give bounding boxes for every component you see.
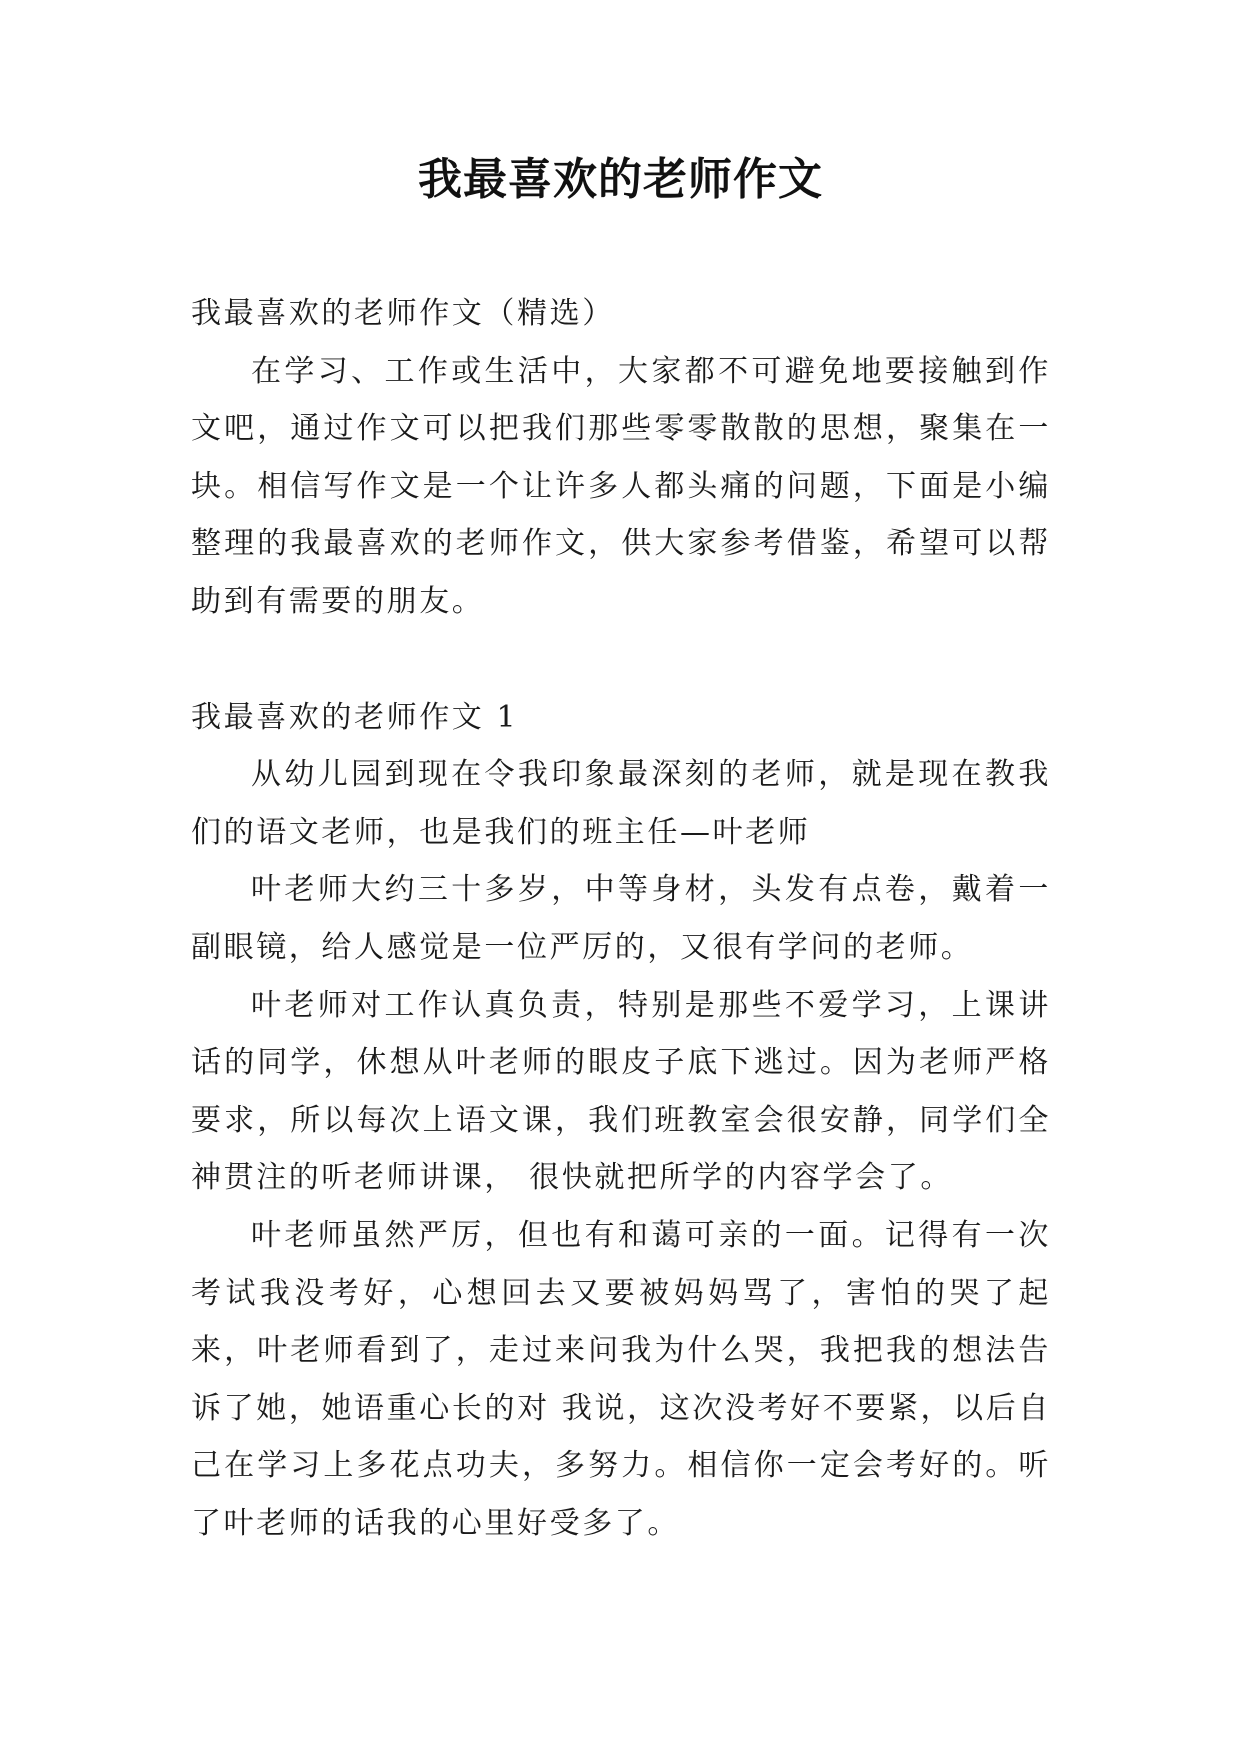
section-heading: 我最喜欢的老师作文 1 xyxy=(191,699,519,735)
body-paragraph: 从幼儿园到现在令我印象最深刻的老师，就是现在教我们的语文老师，也是我们的班主任—叶老师 xyxy=(191,757,1051,850)
subtitle: 我最喜欢的老师作文（精选） xyxy=(191,296,615,331)
intro-paragraph: 在学习、工作或生活中，大家都不可避免地要接触到作文吧，通过作文可以把我们那些零零散散的思想，聚集在一块。相信写作文是一个让许多人都头痛的问题，下面是小编整理的我最喜欢的老师作文，供大家参考借鉴，希望可以帮助到有需要的朋友。 xyxy=(191,353,1051,619)
body-paragraph: 叶老师大约三十多岁，中等身材，头发有点卷，戴着一副眼镜，给人感觉是一位严厉的，又很有学问的老师。 xyxy=(191,872,1051,965)
body-paragraph: 叶老师对工作认真负责，特别是那些不爱学习，上课讲话的同学，休想从叶老师的眼皮子底下逃过。因为老师严格要求，所以每次上语文课，我们班教室会很安静，同学们全神贯注的听老师讲课， 很快就把所学的内容学会了。 xyxy=(191,987,1051,1196)
body-paragraph: 叶老师虽然严厉，但也有和蔼可亲的一面。记得有一次考试我没考好，心想回去又要被妈妈骂了，害怕的哭了起来，叶老师看到了，走过来问我为什么哭，我把我的想法告诉了她，她语重心长的对 我说，这次没考好不要紧，以后自己在学习上多花点功夫，多努力。相信你一定会考好的。听了叶老师的话我的心里好受多了。 xyxy=(191,1217,1051,1541)
document-body xyxy=(191,285,1051,1552)
document-title: 我最喜欢的老师作文 xyxy=(418,154,823,205)
section-spacer xyxy=(191,631,1051,689)
